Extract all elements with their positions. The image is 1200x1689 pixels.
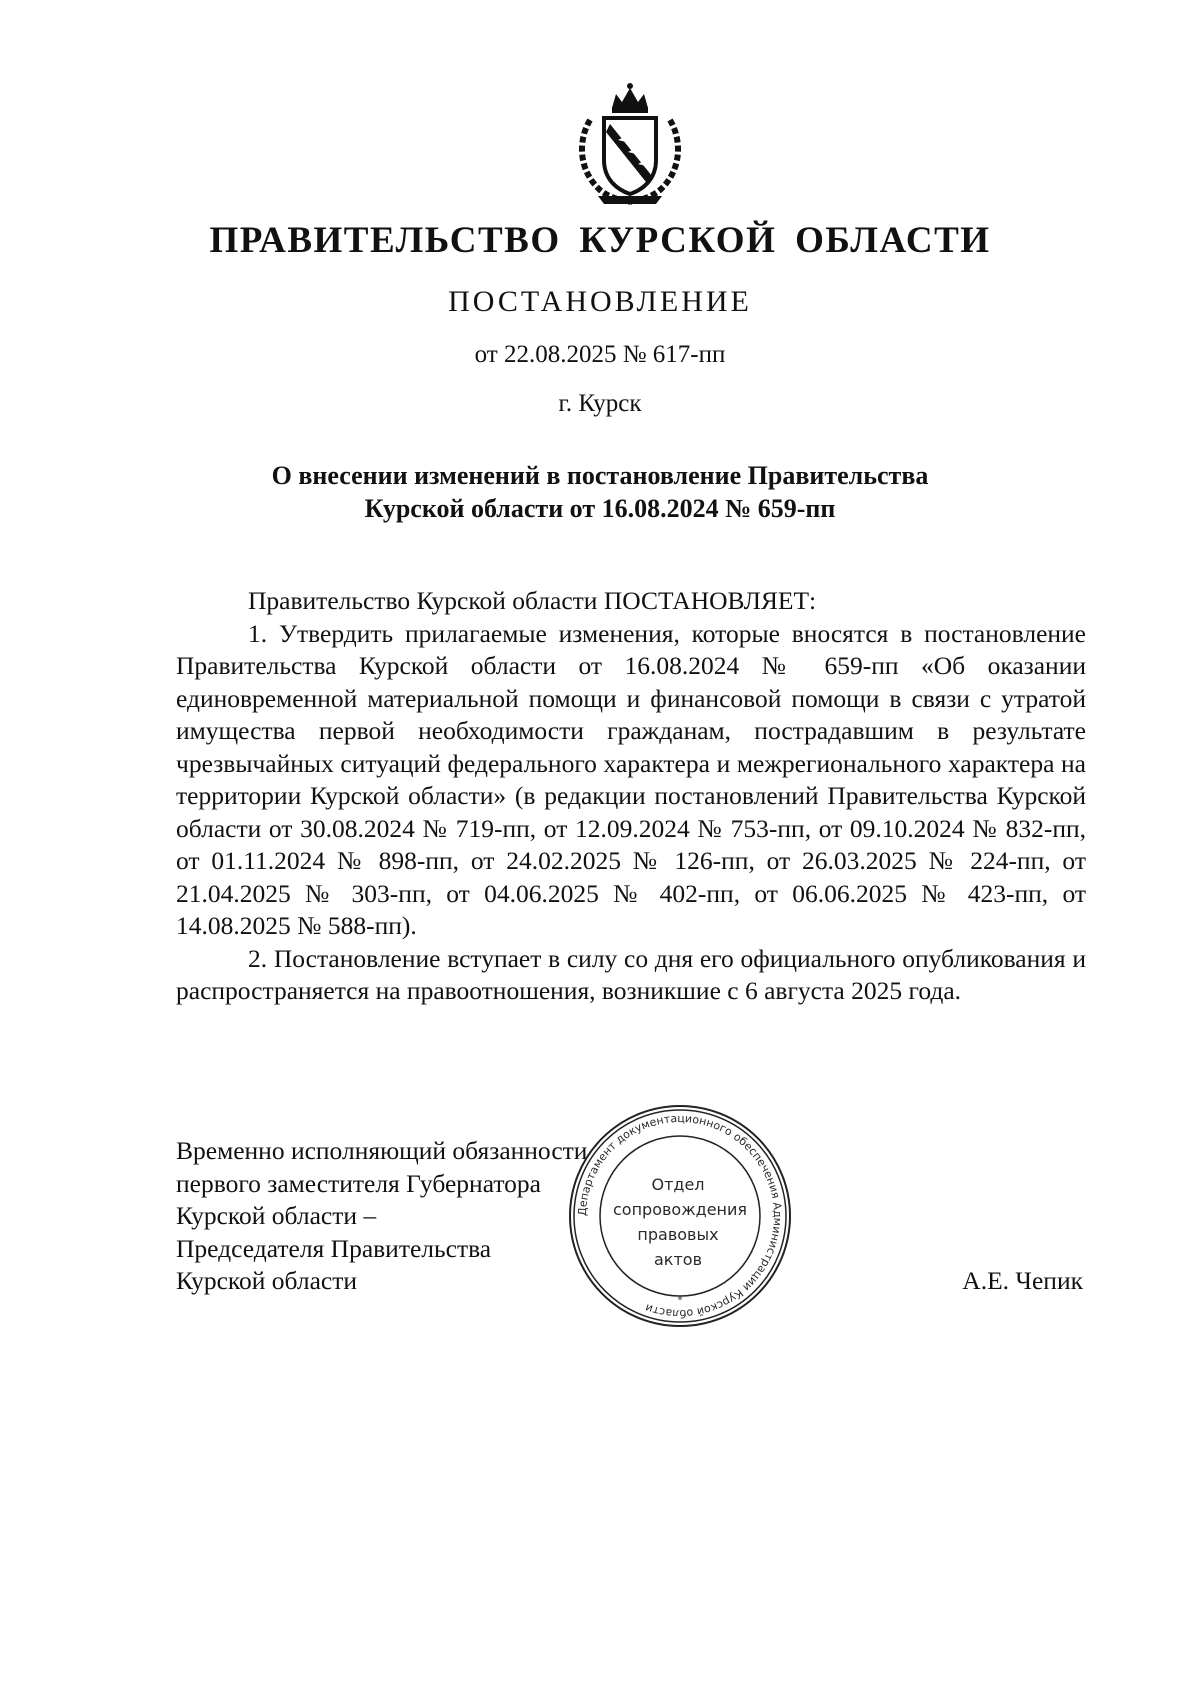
kursk-region-coat-of-arms-icon xyxy=(560,80,700,206)
signatory-position-line: Временно исполняющий обязанности xyxy=(176,1136,588,1165)
resolution-item-2: 2. Постановление вступает в силу со дня его официального опубликования и распространяется на правоотношения, возникшие с 6 августа 2025 года. xyxy=(176,943,1086,1005)
svg-text:*: * xyxy=(677,1295,683,1306)
document-subject xyxy=(0,459,1200,525)
resolution-item-1: 1. Утвердить прилагаемые изменения, которые вносятся в постановление Правительства Курской области от 16.08.2024 № 659-пп «Об оказании единовременной материальной помощи и финансовой помощи в связи с утратой имущества первой необходимости гражданам, пострадавшим в результате чрезвычайных ситуаций федерального характера и межрегионального характера на территории Курской области» (в редакции постановлений Правительства Курской области от 30.08.2024 № 719-пп, от 12.09.2024 № 753-пп, от 09.10.2024 № 832-пп, от 01.11.2024 № 898-пп, от 24.02.2025 № 126-пп, от 26.03.2025 № 224-пп, от 21.04.2025 № 303-пп, от 04.06.2025 № 402-пп, от 06.06.2025 № 423-пп, от 14.08.2025 № 588-пп). xyxy=(176,618,1086,940)
document-date-number: от 22.08.2025 № 617-пп xyxy=(474,341,726,368)
government-title: ПРАВИТЕЛЬСТВО КУРСКОЙ ОБЛАСТИ xyxy=(209,220,991,261)
subject-line-1: О внесении изменений в постановление Правительства xyxy=(271,461,929,490)
document-type: ПОСТАНОВЛЕНИЕ xyxy=(448,285,752,318)
subject-line-2: Курской области от 16.08.2024 № 659-пп xyxy=(364,494,836,523)
signer-name: А.Е. Чепик xyxy=(962,1266,1083,1295)
stamp-ring-text: Департамент документационного обеспечения Администрации Курской области xyxy=(575,1111,785,1321)
signatory-position-line: Председателя Правительства xyxy=(176,1233,492,1263)
document-body xyxy=(176,585,1086,1008)
document-city: г. Курск xyxy=(558,390,642,417)
signatory-position-line: первого заместителя Губернатора xyxy=(176,1168,541,1198)
resolution-lead: Правительство Курской области ПОСТАНОВЛЯЕТ: xyxy=(248,586,817,615)
signatory-position-line: Курской области xyxy=(176,1266,358,1295)
signatory-position xyxy=(176,1135,587,1298)
signatory-position-line: Курской области – xyxy=(176,1201,377,1230)
stamp-center-text: Отдел сопровождения правовых актов xyxy=(613,1175,748,1269)
